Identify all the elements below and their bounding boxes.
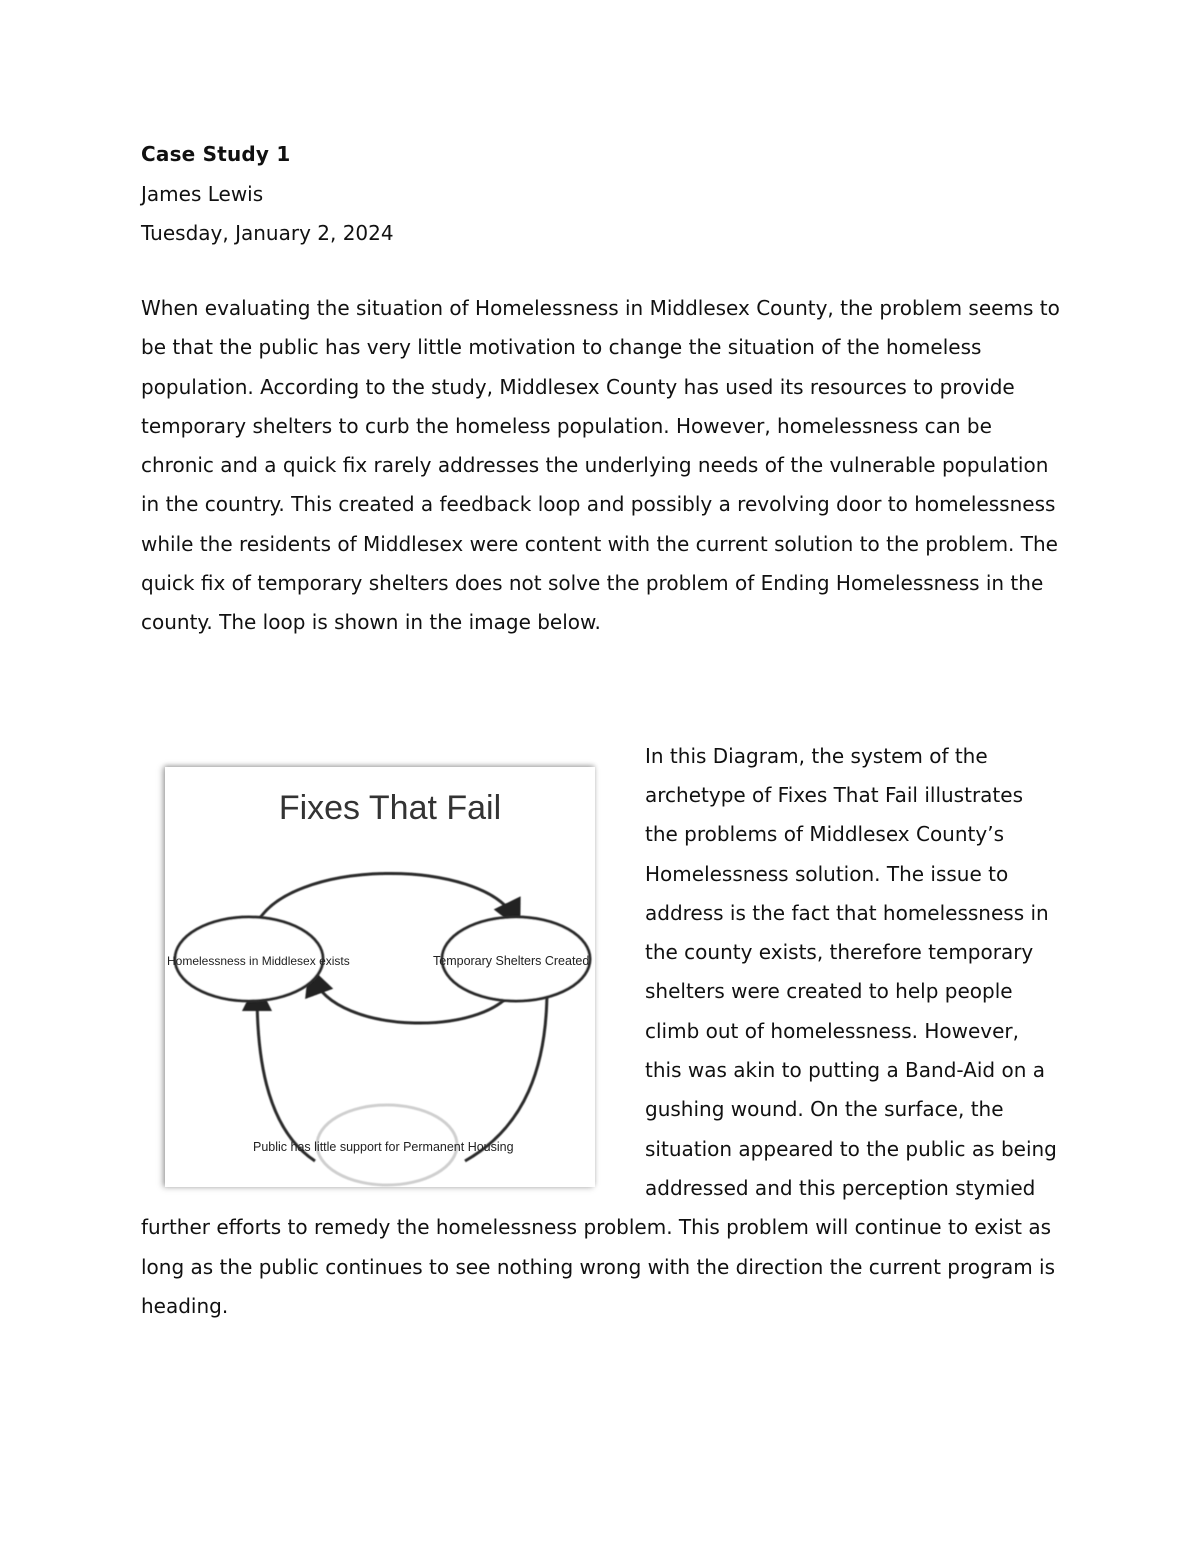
diagram-section [141, 737, 1061, 1326]
node-left-label: Homelessness in Middlesex exists [167, 953, 350, 968]
document-title: Case Study 1 [141, 142, 291, 166]
node-bottom-label: Public has little support for Permanent Housing [253, 1139, 514, 1154]
document-page [141, 138, 1061, 1326]
author-name: James Lewis [141, 182, 264, 206]
diagram-svg [165, 767, 595, 1187]
diagram-paragraph: In this Diagram, the system of the archetype of Fixes That Fail illustrates the problems of Middlesex County’s Homelessness solution. The issue to address is the fact that homelessness in the county exists, therefore temporary shelters were created to help people climb out of homelessness. However, this was akin to putting a Band-Aid on a gushing wound. On the surface, the situation appeared to the public as being addressed and this perception stymied further efforts to remedy the homelessness problem. This problem will continue to exist as long as the public continues to see nothing wrong with the direction the current program is heading. [141, 743, 1057, 1318]
diagram-frame [165, 767, 595, 1187]
document-date: Tuesday, January 2, 2024 [141, 221, 394, 245]
diagram-title: Fixes That Fail [278, 788, 502, 827]
arrow-homelessness-to-shelters [255, 873, 515, 927]
node-right-label: Temporary Shelters Created [433, 953, 590, 968]
fixes-that-fail-diagram [161, 749, 621, 1189]
intro-paragraph: When evaluating the situation of Homelessness in Middlesex County, the problem seems to be that the public has very little motivation to change the situation of the homeless population. According to the study, Middlesex County has used its resources to provide temporary shelters to curb the homeless population. However, homelessness can be chronic and a quick fix rarely addresses the underlying needs of the vulnerable population in the country. This created a feedback loop and possibly a revolving door to homelessness while the residents of Middlesex were content with the current solution to the problem. The quick fix of temporary shelters does not solve the problem of Ending Homelessness in the county. The loop is shown in the image below. [141, 296, 1060, 635]
arrow-public-to-homelessness [257, 993, 315, 1161]
